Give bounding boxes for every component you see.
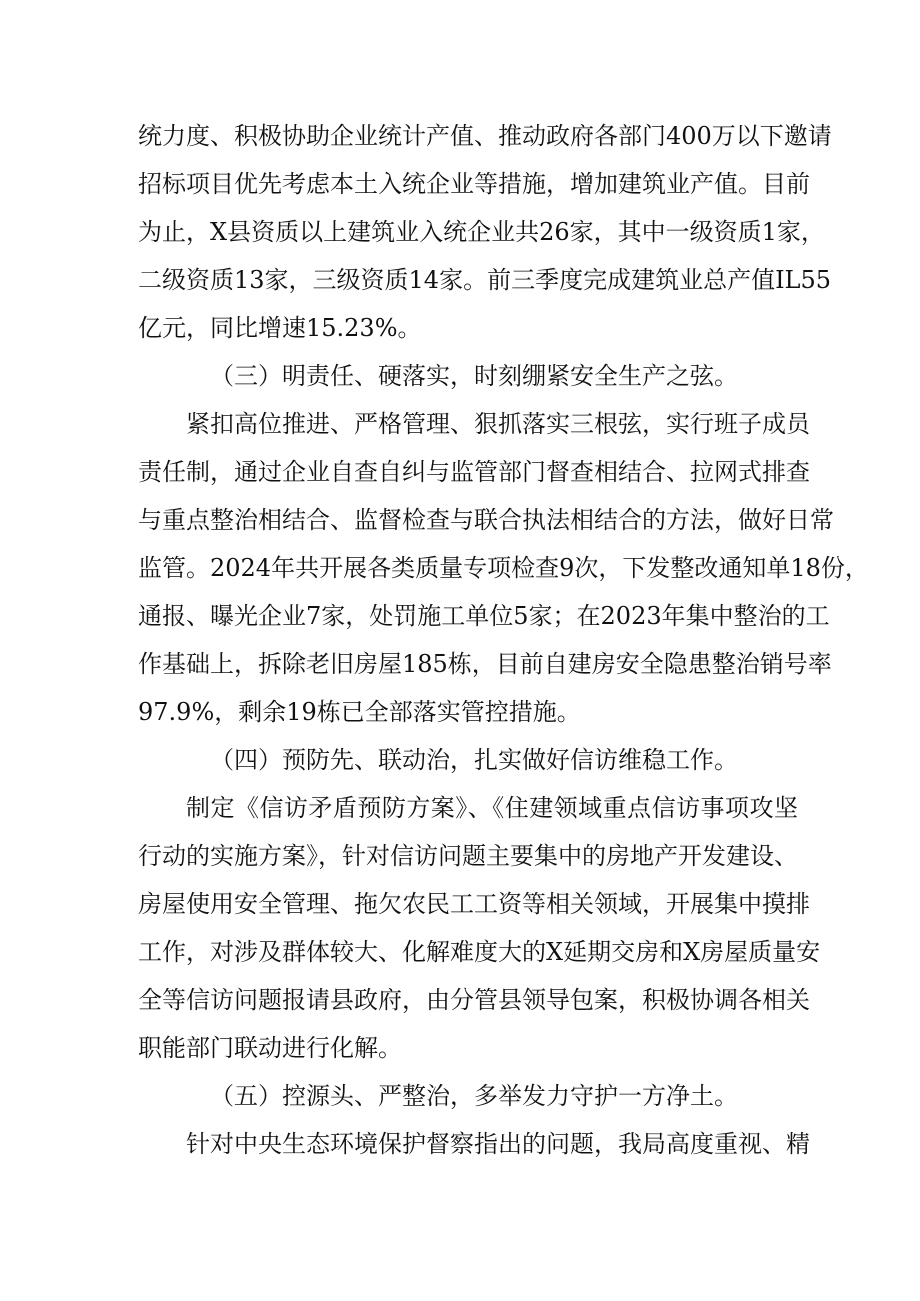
paragraph-line: 通报、曝光企业7家，处罚施工单位5家；在2023年集中整治的工 [138, 602, 830, 630]
paragraph-line: 制定《信访矛盾预防方案》、《住建领域重点信访事项攻坚 [186, 794, 798, 822]
paragraph-line: 紧扣高位推进、严格管理、狠抓落实三根弦，实行班子成员 [186, 410, 810, 438]
paragraph-line: 工作，对涉及群体较大、化解难度大的X延期交房和X房屋质量安 [138, 938, 821, 966]
paragraph-line: 97.9%，剩余19栋已全部落实管控措施。 [138, 698, 581, 726]
paragraph-line: 二级资质13家，三级资质14家。前三季度完成建筑业总产值IL55 [138, 266, 832, 294]
paragraph-line: 监管。2024年共开展各类质量专项检查9次，下发整改通知单18份， [138, 554, 869, 582]
paragraph-line: 统力度、积极协助企业统计产值、推动政府各部门400万以下邀请 [138, 122, 832, 150]
paragraph-line: 与重点整治相结合、监督检查与联合执法相结合的方法，做好日常 [138, 506, 834, 534]
paragraph-line: 责任制，通过企业自查自纠与监管部门督查相结合、拉网式排查 [138, 458, 810, 486]
paragraph-line: 作基础上，拆除老旧房屋185栋，目前自建房安全隐患整治销号率 [138, 650, 832, 678]
paragraph-line: 针对中央生态环境保护督察指出的问题，我局高度重视、精 [186, 1130, 810, 1158]
section-heading-3: （三）明责任、硬落实，时刻绷紧安全生产之弦。 [210, 362, 738, 390]
section-heading-4: （四）预防先、联动治，扎实做好信访维稳工作。 [210, 746, 738, 774]
paragraph-line: 招标项目优先考虑本土入统企业等措施，增加建筑业产值。目前 [138, 170, 810, 198]
paragraph-line: 房屋使用安全管理、拖欠农民工工资等相关领域，开展集中摸排 [138, 890, 810, 918]
paragraph-line: 全等信访问题报请县政府，由分管县领导包案，积极协调各相关 [138, 986, 810, 1014]
paragraph-line: 行动的实施方案》，针对信访问题主要集中的房地产开发建设、 [138, 842, 798, 870]
paragraph-line: 亿元，同比增速15.23%。 [138, 314, 422, 342]
paragraph-line: 职能部门联动进行化解。 [138, 1034, 402, 1062]
paragraph-line: 为止，X县资质以上建筑业入统企业共26家，其中一级资质1家， [138, 218, 825, 246]
section-heading-5: （五）控源头、严整治，多举发力守护一方净土。 [210, 1082, 738, 1110]
